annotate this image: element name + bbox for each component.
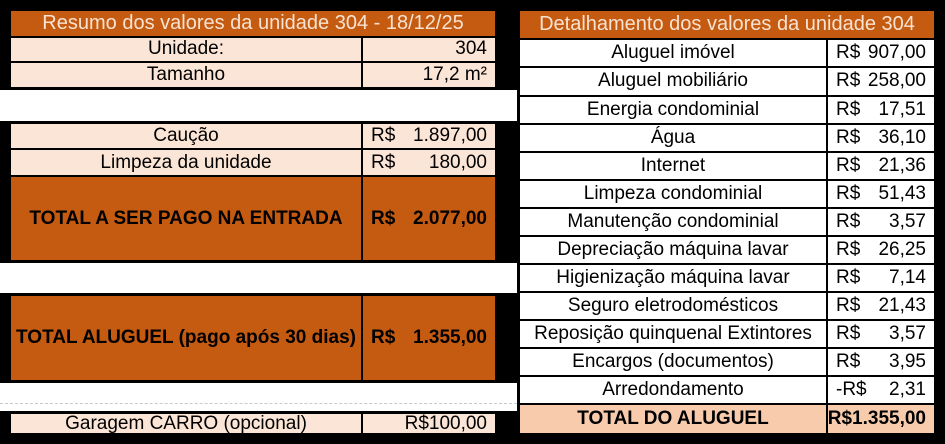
- currency-symbol: R$: [836, 210, 861, 232]
- detail-row: [520, 123, 934, 151]
- amount: 26,25: [878, 238, 926, 260]
- summary-table-info-section: [8, 8, 498, 90]
- detail-value-cell[interactable]: [826, 349, 934, 375]
- detail-label-cell[interactable]: Seguro eletrodomésticos: [567, 294, 779, 316]
- entry-total-label-cell[interactable]: TOTAL A SER PAGO NA ENTRADA: [29, 207, 343, 229]
- amount: 3,57: [889, 210, 926, 232]
- amount: 258,00: [867, 70, 926, 92]
- faint-gridline: [0, 403, 517, 404]
- detail-value-cell[interactable]: [826, 97, 934, 123]
- amount: 3,95: [889, 350, 926, 372]
- detail-value-cell[interactable]: [826, 181, 934, 207]
- summary-table-entry-section: [8, 121, 498, 263]
- detail-row: [520, 151, 934, 179]
- currency-symbol: R$: [371, 207, 396, 229]
- detail-label-cell[interactable]: Limpeza condominial: [583, 182, 763, 204]
- size-value-cell[interactable]: 17,2 m²: [361, 63, 495, 87]
- detail-value-cell[interactable]: [826, 237, 934, 263]
- currency-symbol: R$: [836, 126, 861, 148]
- amount: 2.077,00: [413, 207, 487, 229]
- amount: 21,36: [878, 154, 926, 176]
- unit-label-cell[interactable]: Unidade:: [11, 38, 361, 62]
- detail-row: [520, 66, 934, 94]
- amount: 1.897,00: [413, 125, 487, 147]
- amount: 36,10: [878, 126, 926, 148]
- detail-label-cell[interactable]: Energia condominial: [586, 98, 760, 120]
- summary-table-garage-section: [8, 411, 498, 436]
- currency-symbol: R$: [836, 350, 861, 372]
- detail-label-cell[interactable]: Reposição quinquenal Extintores: [534, 322, 812, 344]
- cleaning-value-cell[interactable]: [361, 150, 495, 175]
- spacer-band-bottom: [0, 383, 517, 411]
- detail-label-cell[interactable]: Higienização máquina lavar: [556, 266, 790, 288]
- size-label-cell[interactable]: Tamanho: [11, 63, 361, 87]
- currency-symbol: R$: [371, 327, 396, 348]
- detail-label-cell[interactable]: Encargos (documentos): [572, 350, 774, 372]
- detail-table: [517, 8, 937, 436]
- detail-row: [520, 263, 934, 291]
- entry-total-row: [11, 175, 495, 260]
- detail-total-row: [520, 403, 934, 433]
- detail-label-cell[interactable]: Depreciação máquina lavar: [557, 238, 789, 260]
- spacer-band-top: [0, 90, 517, 121]
- detail-label-cell[interactable]: Aluguel imóvel: [611, 42, 735, 64]
- detail-total-value-cell[interactable]: R$1.355,00: [826, 405, 934, 433]
- amount: 7,14: [889, 266, 926, 288]
- detail-row: [520, 291, 934, 319]
- currency-symbol: R$: [836, 42, 861, 64]
- currency-symbol: R$: [836, 238, 861, 260]
- detail-rows-container: [520, 38, 934, 403]
- table-row: [11, 148, 495, 175]
- currency-symbol: R$: [836, 182, 861, 204]
- detail-value-cell[interactable]: [826, 265, 934, 291]
- currency-symbol: R$: [836, 322, 861, 344]
- detail-value-cell[interactable]: [826, 125, 934, 151]
- table-row: [11, 36, 495, 62]
- currency-symbol: R$: [836, 98, 861, 120]
- detail-label-cell[interactable]: Internet: [640, 154, 706, 176]
- detail-row: [520, 40, 934, 66]
- detail-value-cell[interactable]: [826, 377, 934, 403]
- detail-value-cell[interactable]: [826, 40, 934, 66]
- table-row: [11, 61, 495, 87]
- detail-row: [520, 95, 934, 123]
- detail-row: [520, 375, 934, 403]
- cleaning-label-cell[interactable]: Limpeza da unidade: [11, 150, 361, 175]
- summary-table-title[interactable]: Resumo dos valores da unidade 304 - 18/12/25: [11, 11, 495, 36]
- currency-symbol: R$: [836, 154, 861, 176]
- spacer-band-middle: [0, 263, 517, 293]
- rent-total-row: [11, 296, 495, 380]
- garage-label-cell[interactable]: Garagem CARRO (opcional): [11, 414, 361, 433]
- currency-symbol: R$: [836, 70, 861, 92]
- garage-value-cell[interactable]: R$100,00: [361, 414, 495, 433]
- detail-row: [520, 179, 934, 207]
- amount: 3,57: [889, 322, 926, 344]
- detail-table-title[interactable]: Detalhamento dos valores da unidade 304: [520, 11, 934, 38]
- detail-value-cell[interactable]: [826, 209, 934, 235]
- detail-label-cell[interactable]: Aluguel mobiliário: [598, 70, 748, 92]
- amount: 1.355,00: [413, 327, 487, 348]
- currency-symbol: R$: [836, 266, 861, 288]
- detail-label-cell[interactable]: Água: [650, 126, 696, 148]
- amount: 51,43: [878, 182, 926, 204]
- garage-row: [11, 414, 495, 433]
- table-row: [11, 124, 495, 148]
- detail-total-label-cell[interactable]: TOTAL DO ALUGUEL: [577, 408, 769, 430]
- detail-value-cell[interactable]: [826, 68, 934, 94]
- entry-total-value-cell[interactable]: [361, 177, 495, 260]
- detail-row: [520, 235, 934, 263]
- unit-value-cell[interactable]: 304: [361, 38, 495, 62]
- currency-symbol: R$: [836, 294, 861, 316]
- deposit-label-cell[interactable]: Caução: [11, 124, 361, 148]
- amount: 2,31: [889, 378, 926, 400]
- amount: 21,43: [878, 294, 926, 316]
- detail-value-cell[interactable]: [826, 293, 934, 319]
- rent-total-value-cell[interactable]: [361, 296, 495, 380]
- deposit-value-cell[interactable]: [361, 124, 495, 148]
- amount: 17,51: [878, 98, 926, 120]
- rent-total-label-cell[interactable]: TOTAL ALUGUEL (pago após 30 dias): [16, 327, 356, 348]
- amount: 180,00: [428, 151, 487, 173]
- currency-symbol: R$: [371, 125, 396, 147]
- detail-value-cell[interactable]: [826, 153, 934, 179]
- detail-value-cell[interactable]: [826, 321, 934, 347]
- detail-row: [520, 319, 934, 347]
- summary-table-rent-section: [8, 293, 498, 383]
- amount: 907,00: [867, 42, 926, 64]
- detail-label-cell[interactable]: Arredondamento: [602, 378, 744, 400]
- detail-row: [520, 207, 934, 235]
- currency-symbol: R$: [371, 151, 396, 173]
- currency-symbol: -R$: [836, 378, 867, 400]
- detail-label-cell[interactable]: Manutenção condominial: [567, 210, 779, 232]
- detail-row: [520, 347, 934, 375]
